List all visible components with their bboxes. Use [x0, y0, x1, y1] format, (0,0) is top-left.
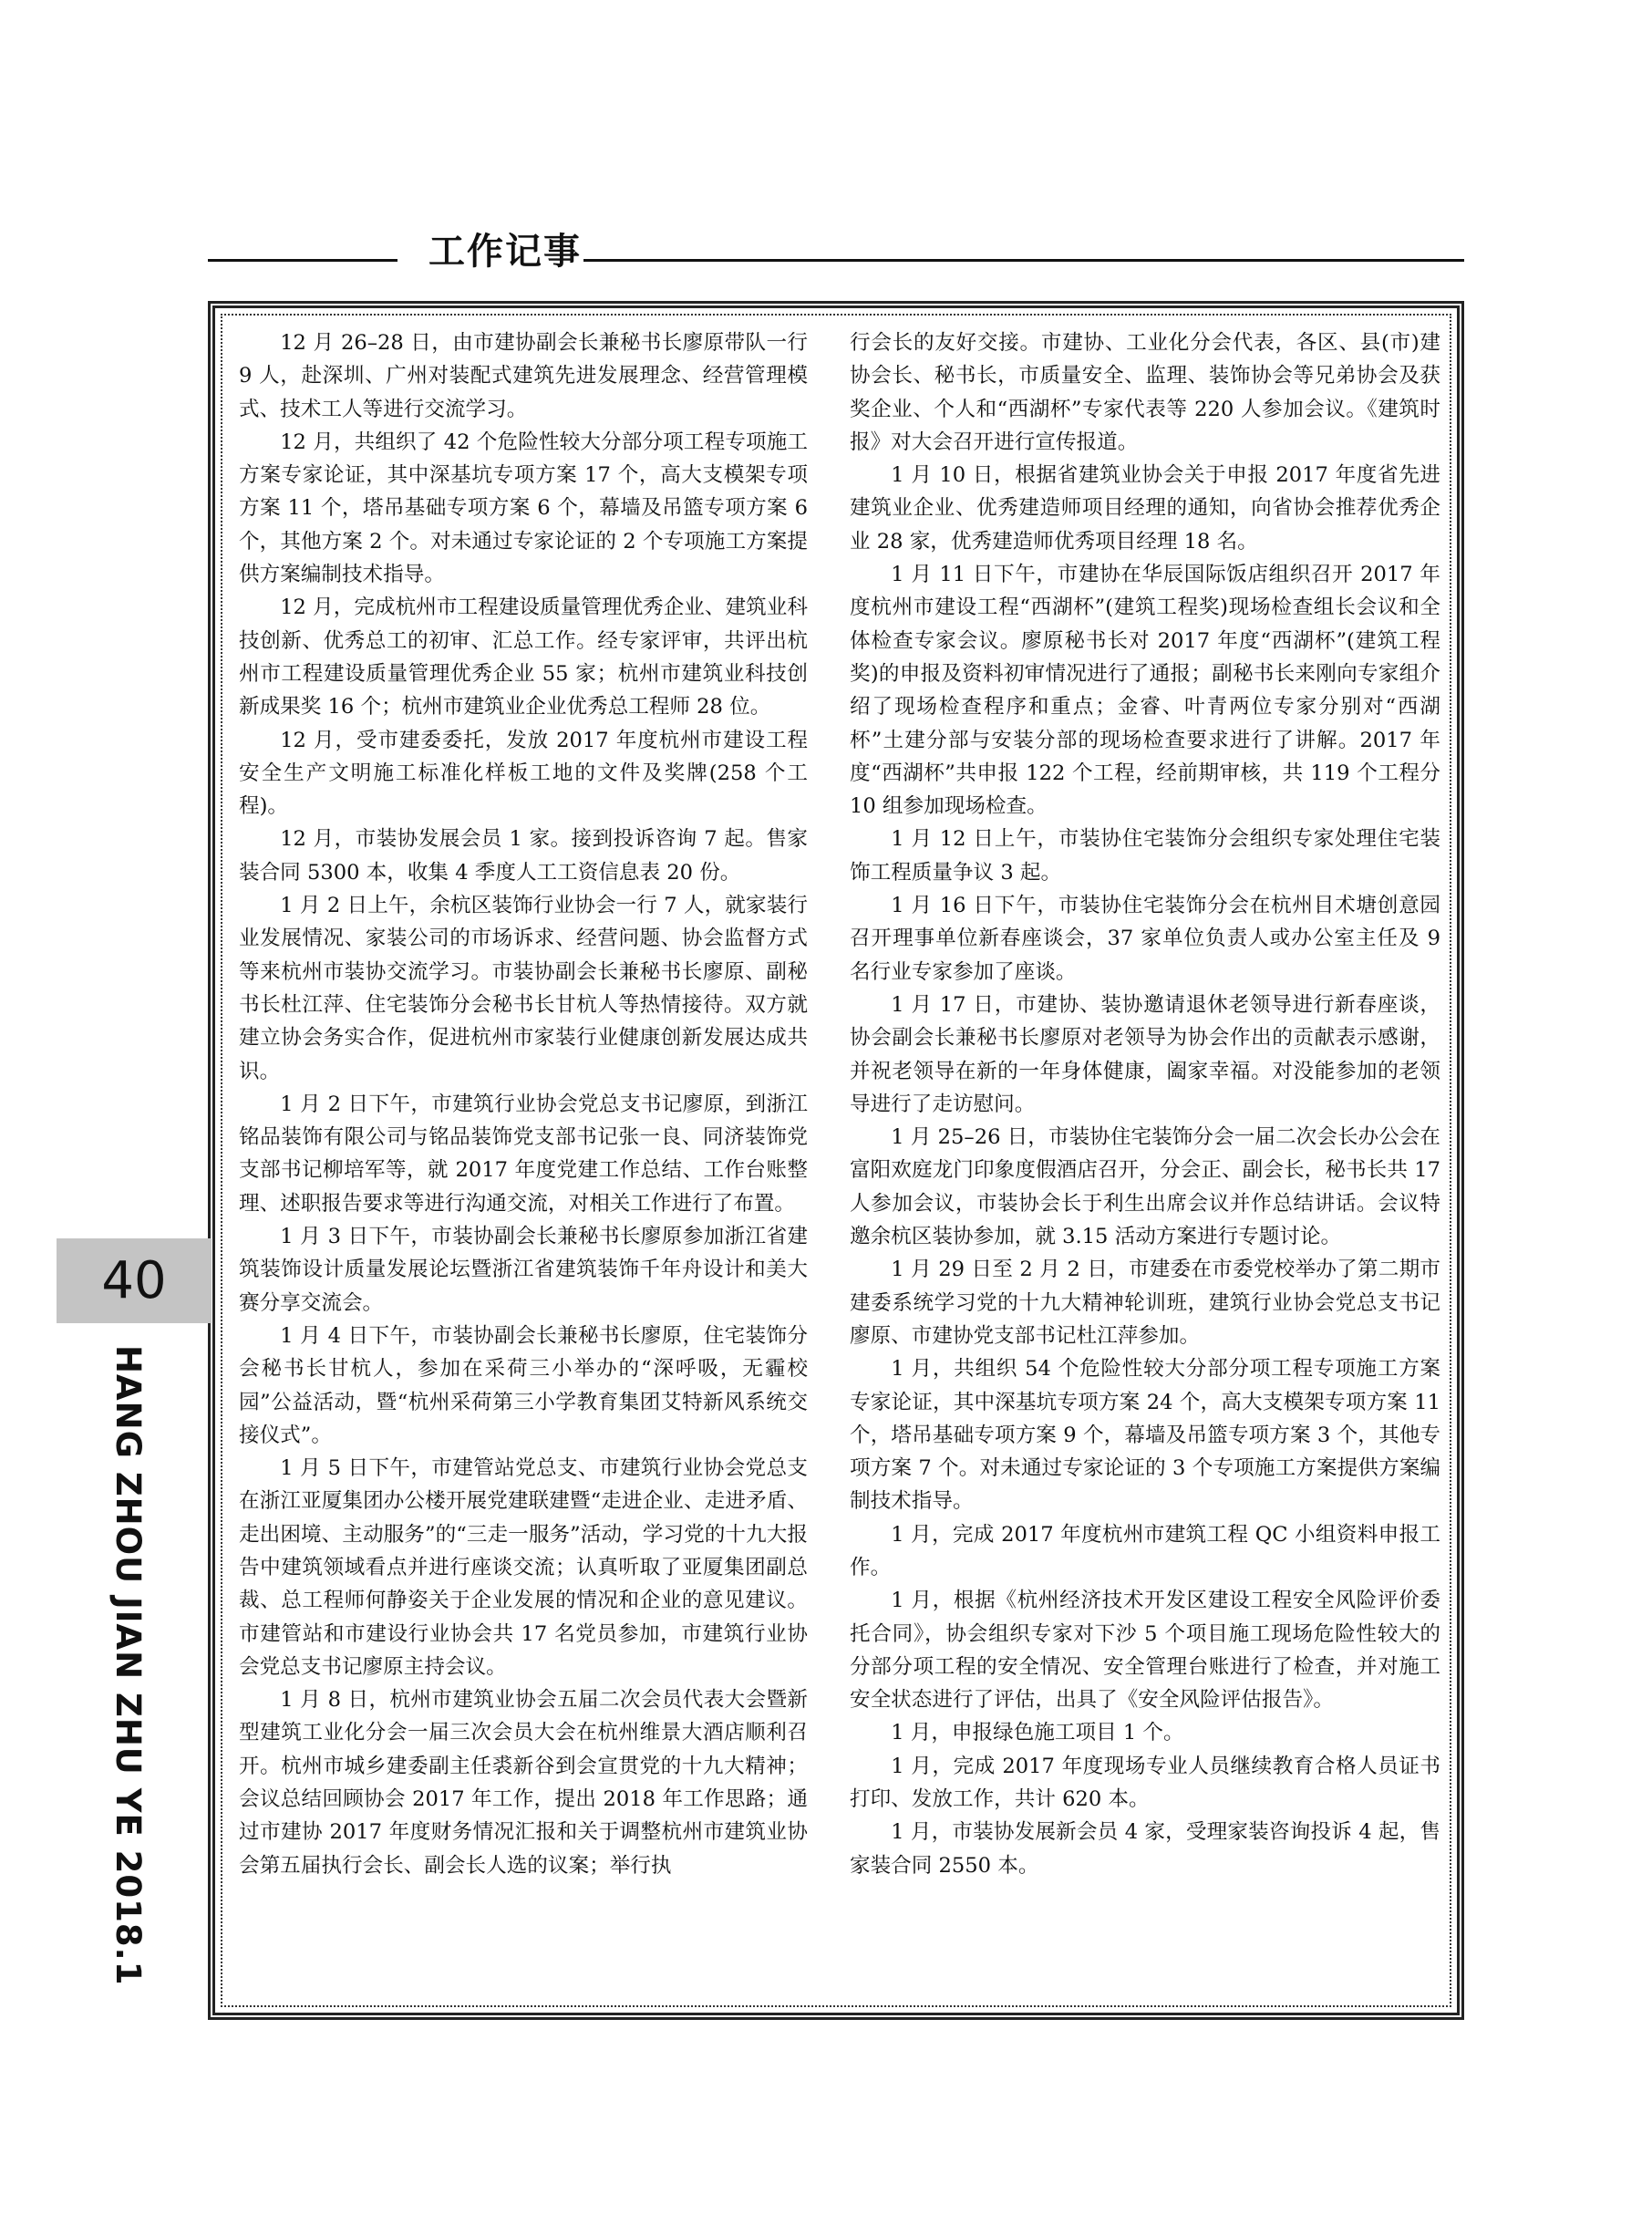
left-paragraph: 1 月 2 日下午，市建筑行业协会党总支书记廖原，到浙江铭品装饰有限公司与铭品装饰党支部书记张一良、同济装饰党支部书记柳培军等，就 2017 年度党建工作总结、工作台账整理、述职报告要求等进行沟通交流，对相关工作进行了布置。 — [239, 1092, 808, 1216]
right-paragraph: 1 月 17 日，市建协、装协邀请退休老领导进行新春座谈，协会副会长兼秘书长廖原对老领导为协会作出的贡献表示感谢，并祝老领导在新的一年身体健康，阖家幸福。对没能参加的老领导进行了走访慰问。 — [850, 992, 1440, 1116]
left-paragraph: 12 月 26–28 日，由市建协副会长兼秘书长廖原带队一行 9 人，赴深圳、广州对装配式建筑先进发展理念、经营管理模式、技术工人等进行交流学习。 — [239, 331, 808, 421]
right-column — [850, 326, 1440, 1882]
right-paragraph: 1 月，根据《杭州经济技术开发区建设工程安全风险评价委托合同》，协会组织专家对下沙 5 个项目施工现场危险性较大的分部分项工程的安全情况、安全管理台账进行了检查，并对施工安全状态进行了评估，出具了《安全风险评估报告》。 — [850, 1589, 1440, 1713]
header-rule-left — [208, 259, 398, 262]
journal-name-vertical — [104, 1345, 159, 1986]
right-paragraph: 1 月，申报绿色施工项目 1 个。 — [891, 1721, 1184, 1745]
left-paragraph: 1 月 4 日下午，市装协副会长兼秘书长廖原，住宅装饰分会秘书长甘杭人，参加在采荷三小举办的“深呼吸，无霾校园”公益活动，暨“杭州采荷第三小学教育集团艾特新风系统交接仪式”。 — [239, 1323, 808, 1447]
right-paragraph: 1 月 25–26 日，市装协住宅装饰分会一届二次会长办公会在富阳欢庭龙门印象度假酒店召开，分会正、副会长，秘书长共 17 人参加会议，市装协会长于利生出席会议并作总结讲话。会议特邀余杭区装协参加，就 3.15 活动方案进行专题讨论。 — [850, 1125, 1440, 1249]
right-paragraph: 1 月，共组织 54 个危险性较大分部分项工程专项施工方案专家论证，其中深基坑专项方案 24 个，高大支模架专项方案 11 个，塔吊基础专项方案 9 个，幕墙及吊篮专项方案 3 个，其他专项方案 7 个。对未通过专家论证的 3 个专项施工方案提供方案编制技术指导。 — [850, 1357, 1440, 1514]
section-title: 工作记事 — [428, 231, 582, 273]
left-paragraph: 12 月，共组织了 42 个危险性较大分部分项工程专项施工方案专家论证，其中深基坑专项方案 17 个，高大支模架专项方案 11 个，塔吊基础专项方案 6 个，幕墙及吊篮专项方案 6 个，其他方案 2 个。对未通过专家论证的 2 个专项施工方案提供方案编制技术指导。 — [239, 430, 808, 587]
header-rule-right — [583, 259, 1464, 262]
right-paragraph: 1 月 11 日下午，市建协在华辰国际饭店组织召开 2017 年度杭州市建设工程“西湖杯”(建筑工程奖)现场检查组长会议和全体检查专家会议。廖原秘书长对 2017 年度“西湖杯”(建筑工程奖)的申报及资料初审情况进行了通报；副秘书长来刚向专家组介绍了现场检查程序和重点；金睿、叶青两位专家分别对“西湖杯”土建分部与安装分部的现场检查要求进行了讲解。2017 年度“西湖杯”共申报 122 个工程，经前期审核，共 119 个工程分 10 组参加现场检查。 — [850, 563, 1440, 819]
right-paragraph: 1 月，完成 2017 年度现场专业人员继续教育合格人员证书打印、发放工作，共计 620 本。 — [850, 1754, 1440, 1812]
journal-name: HANG ZHOU JIAN ZHU YE 2018.1 — [108, 1345, 148, 1986]
right-paragraph: 1 月 16 日下午，市装协住宅装饰分会在杭州目术塘创意园召开理事单位新春座谈会，37 家单位负责人或办公室主任及 9 名行业专家参加了座谈。 — [850, 894, 1440, 984]
right-paragraph: 1 月，完成 2017 年度杭州市建筑工程 QC 小组资料申报工作。 — [850, 1522, 1440, 1579]
page-number-box — [57, 1238, 212, 1323]
page-number: 40 — [101, 1251, 167, 1310]
left-paragraph: 1 月 2 日上午，余杭区装饰行业协会一行 7 人，就家装行业发展情况、家装公司的市场诉求、经营问题、协会监督方式等来杭州市装协交流学习。市装协副会长兼秘书长廖原、副秘书长杜江萍、住宅装饰分会秘书长甘杭人等热情接待。双方就建立协会务实合作，促进杭州市家装行业健康创新发展达成共识。 — [239, 894, 808, 1083]
left-paragraph: 1 月 8 日，杭州市建筑业协会五届二次会员代表大会暨新型建筑工业化分会一届三次会员大会在杭州维景大酒店顺利召开。杭州市城乡建委副主任裘新谷到会宣贯党的十九大精神；会议总结回顾协会 2017 年工作，提出 2018 年工作思路；通过市建协 2017 年度财务情况汇报和关于调整杭州市建筑业协会第五届执行会长、副会长人选的议案；举行执 — [239, 1688, 808, 1878]
left-column — [239, 326, 808, 1882]
right-paragraph: 1 月 10 日，根据省建筑业协会关于申报 2017 年度省先进建筑业企业、优秀建造师项目经理的通知，向省协会推荐优秀企业 28 家，优秀建造师优秀项目经理 18 名。 — [850, 463, 1440, 554]
left-paragraph: 12 月，受市建委委托，发放 2017 年度杭州市建设工程安全生产文明施工标准化样板工地的文件及奖牌(258 个工程)。 — [239, 728, 808, 819]
left-paragraph: 12 月，完成杭州市工程建设质量管理优秀企业、建筑业科技创新、优秀总工的初审、汇总工作。经专家评审，共评出杭州市工程建设质量管理优秀企业 55 家；杭州市建筑业科技创新成果奖 16 个；杭州市建筑业企业优秀总工程师 28 位。 — [239, 595, 808, 720]
left-paragraph: 12 月，市装协发展会员 1 家。接到投诉咨询 7 起。售家装合同 5300 本，收集 4 季度人工工资信息表 20 份。 — [239, 827, 808, 885]
right-paragraph: 1 月 12 日上午，市装协住宅装饰分会组织专家处理住宅装饰工程质量争议 3 起。 — [850, 827, 1440, 885]
right-paragraph-continuation: 行会长的友好交接。市建协、工业化分会代表，各区、县(市)建协会长、秘书长，市质量安全、监理、装饰协会等兄弟协会及获奖企业、个人和“西湖杯”专家代表等 220 人参加会议。《建筑时报》对大会召开进行宣传报道。 — [850, 331, 1440, 454]
left-paragraph: 1 月 3 日下午，市装协副会长兼秘书长廖原参加浙江省建筑装饰设计质量发展论坛暨浙江省建筑装饰千年舟设计和美大赛分享交流会。 — [239, 1225, 808, 1315]
right-paragraph: 1 月 29 日至 2 月 2 日，市建委在市委党校举办了第二期市建委系统学习党的十九大精神轮训班，建筑行业协会党总支书记廖原、市建协党支部书记杜江萍参加。 — [850, 1258, 1440, 1348]
right-paragraph: 1 月，市装协发展新会员 4 家，受理家装咨询投诉 4 起，售家装合同 2550 本。 — [850, 1820, 1440, 1878]
left-paragraph: 1 月 5 日下午，市建管站党总支、市建筑行业协会党总支在浙江亚厦集团办公楼开展党建联建暨“走进企业、走进矛盾、走出困境、主动服务”的“三走一服务”活动，学习党的十九大报告中建筑领域看点并进行座谈交流；认真听取了亚厦集团副总裁、总工程师何静姿关于企业发展的情况和企业的意见建议。市建管站和市建设行业协会共 17 名党员参加，市建筑行业协会党总支书记廖原主持会议。 — [239, 1456, 808, 1679]
